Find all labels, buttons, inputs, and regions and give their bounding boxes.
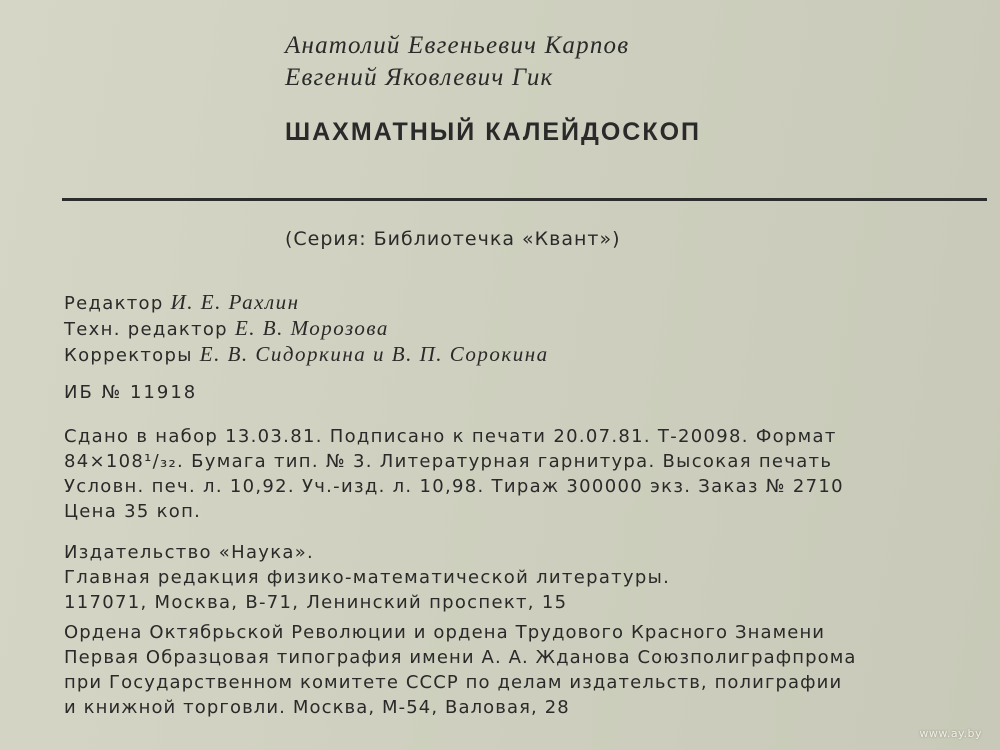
print-info-line: Условн. печ. л. 10,92. Уч.-изд. л. 10,98. Тираж 300000 экз. Заказ № 2710 [64,476,844,497]
credits [64,290,549,368]
credit-role: Корректоры [64,345,193,366]
print-info-line: Цена 35 коп. [64,501,202,522]
credit-names: И. Е. Рахлин [170,290,300,314]
watermark: www.ay.by [919,727,982,740]
printer-line: Ордена Октябрьской Революции и ордена Трудового Красного Знамени [64,622,826,643]
publisher-info [64,540,670,615]
credit-line [64,290,549,316]
author-name: Анатолий Евгеньевич Карпов [285,32,630,59]
ib-number: ИБ № 11918 [64,382,198,403]
publisher-line: Главная редакция физико-математической литературы. [64,567,671,588]
credit-line [64,316,549,342]
book-title: ШАХМАТНЫЙ КАЛЕЙДОСКОП [285,118,701,146]
print-info-line: 84×108¹/₃₂. Бумага тип. № 3. Литературная гарнитура. Высокая печать [64,451,833,472]
publisher-line: 117071, Москва, В-71, Ленинский проспект, 15 [64,592,568,613]
printer-info [64,620,857,720]
series-line: (Серия: Библиотечка «Квант») [285,228,621,250]
credit-role: Техн. редактор [64,319,228,340]
author-name: Евгений Яковлевич Гик [285,64,554,91]
print-info-line: Сдано в набор 13.03.81. Подписано к печати 20.07.81. Т-20098. Формат [64,426,837,447]
printer-line: и книжной торговли. Москва, М-54, Валовая, 28 [64,697,570,718]
printer-line: Первая Образцовая типография имени А. А. Жданова Союзполиграфпрома [64,647,857,668]
credit-role: Редактор [64,293,164,314]
printer-line: при Государственном комитете СССР по делам издательств, полиграфии [64,672,843,693]
credit-names: Е. В. Морозова [234,316,389,340]
publisher-line: Издательство «Наука». [64,542,315,563]
credit-line [64,342,549,368]
print-info [64,424,989,524]
authors [285,30,629,94]
divider-rule [62,198,987,201]
credit-names: Е. В. Сидоркина и В. П. Сорокина [199,342,549,366]
